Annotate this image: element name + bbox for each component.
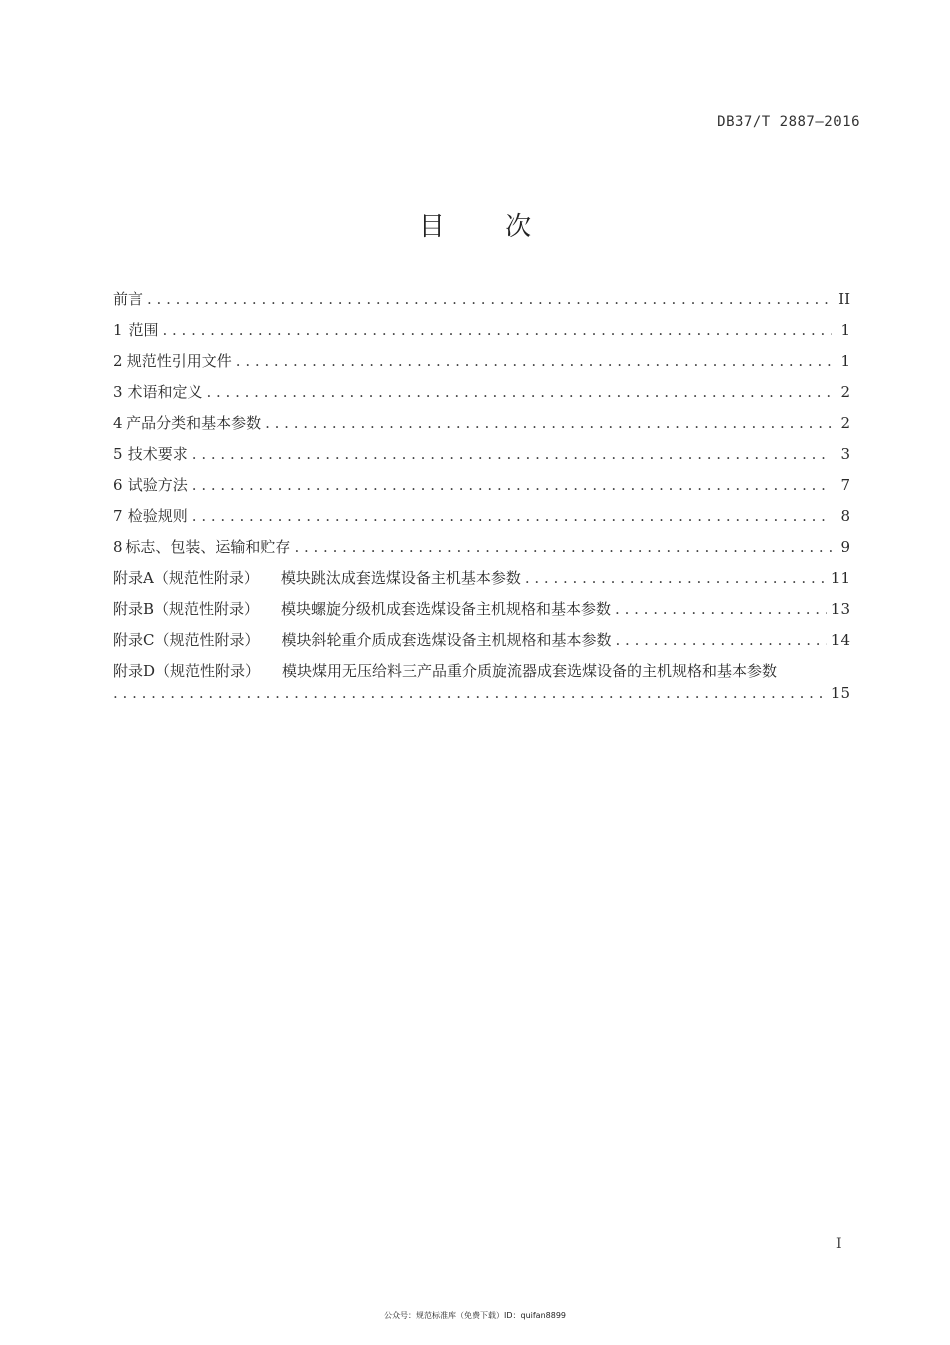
toc-appendix-label [113, 594, 611, 625]
toc-entry-number: 2 [113, 352, 123, 370]
toc-entry-page: 11 [830, 569, 850, 587]
footer-note: 公众号：规范标准库（免费下载）ID：quifan8899 [383, 1311, 567, 1320]
appendix-title: 模块跳汰成套选煤设备主机基本参数 [280, 569, 521, 587]
toc-entry-3[interactable] [113, 377, 850, 408]
toc-leader-dots [206, 377, 832, 408]
toc-leader-dots [192, 501, 832, 532]
appendix-designation: 附录C（规范性附录） [113, 631, 260, 649]
toc-appendix-label [113, 625, 612, 656]
toc-entry-number: 5 [113, 445, 123, 463]
toc-entry-page: 9 [840, 538, 850, 556]
toc-entry-page: 8 [840, 507, 850, 525]
toc-appendix-d[interactable] [113, 656, 850, 682]
toc-entry-number: 4 [113, 414, 123, 432]
toc-leader-dots [525, 563, 827, 594]
toc-entry-page: 7 [840, 476, 850, 494]
toc-entry-8[interactable] [113, 532, 850, 563]
toc-entry-2[interactable] [113, 346, 850, 377]
toc-entry-page: 1 [840, 321, 850, 339]
toc-entry-number: 1 [113, 321, 123, 339]
toc-entry-number: 8 [113, 538, 123, 556]
toc-entry-page: 14 [830, 631, 850, 649]
appendix-designation: 附录B（规范性附录） [113, 600, 260, 618]
toc-entry-5[interactable] [113, 439, 850, 470]
toc-entry-label: 范围 [128, 321, 159, 339]
toc-entry-6[interactable] [113, 470, 850, 501]
toc-leader-dots [236, 346, 832, 377]
toc-entry-number: 7 [113, 507, 123, 525]
toc-entry-label: 试验方法 [127, 476, 188, 494]
toc-appendix-c[interactable] [113, 625, 850, 656]
toc-leader-dots [147, 284, 832, 315]
toc-entry-page: 3 [840, 445, 850, 463]
appendix-title: 模块煤用无压给料三产品重介质旋流器成套选煤设备的主机规格和基本参数 [282, 662, 778, 680]
toc-entry-4[interactable] [113, 408, 850, 439]
toc-entry-page: 13 [830, 600, 850, 618]
toc-leader-dots [162, 315, 832, 346]
toc-leader-dots [192, 439, 832, 470]
toc-entry-page: 2 [840, 414, 850, 432]
toc-leader-dots [615, 594, 827, 625]
appendix-designation: 附录A（规范性附录） [113, 569, 259, 587]
toc-entry-foreword[interactable] [113, 284, 850, 315]
toc-appendix-d-continuation[interactable] [113, 682, 850, 708]
toc-entry-label: 术语和定义 [127, 383, 203, 401]
toc-entry-page: 15 [830, 684, 850, 702]
appendix-title: 模块螺旋分级机成套选煤设备主机规格和基本参数 [281, 600, 612, 618]
toc-entry-7[interactable] [113, 501, 850, 532]
toc-entry-page: II [838, 290, 850, 308]
toc-title: 目 次 [418, 212, 558, 242]
toc-appendix-a[interactable] [113, 563, 850, 594]
toc-leader-dots [113, 682, 827, 704]
toc-leader-dots [265, 408, 832, 439]
toc-entry-1[interactable] [113, 315, 850, 346]
appendix-designation: 附录D（规范性附录） [113, 662, 261, 680]
table-of-contents [113, 284, 850, 708]
toc-entry-label: 检验规则 [127, 507, 188, 525]
toc-appendix-b[interactable] [113, 594, 850, 625]
toc-entry-label: 前言 [113, 290, 144, 308]
toc-entry-page: 1 [840, 352, 850, 370]
toc-entry-page: 2 [840, 383, 850, 401]
toc-entry-label: 规范性引用文件 [126, 352, 232, 370]
toc-appendix-label [113, 563, 521, 594]
appendix-title: 模块斜轮重介质成套选煤设备主机规格和基本参数 [281, 631, 612, 649]
toc-leader-dots [192, 470, 832, 501]
toc-entry-label: 产品分类和基本参数 [126, 414, 262, 432]
toc-entry-number: 6 [113, 476, 123, 494]
standard-code: DB37/T 2887—2016 [717, 114, 860, 130]
toc-leader-dots [616, 625, 827, 656]
toc-entry-label: 标志、包装、运输和贮存 [125, 538, 291, 556]
toc-entry-number: 3 [113, 383, 123, 401]
toc-entry-label: 技术要求 [127, 445, 188, 463]
toc-leader-dots [294, 532, 832, 563]
page-number: I [836, 1236, 842, 1252]
